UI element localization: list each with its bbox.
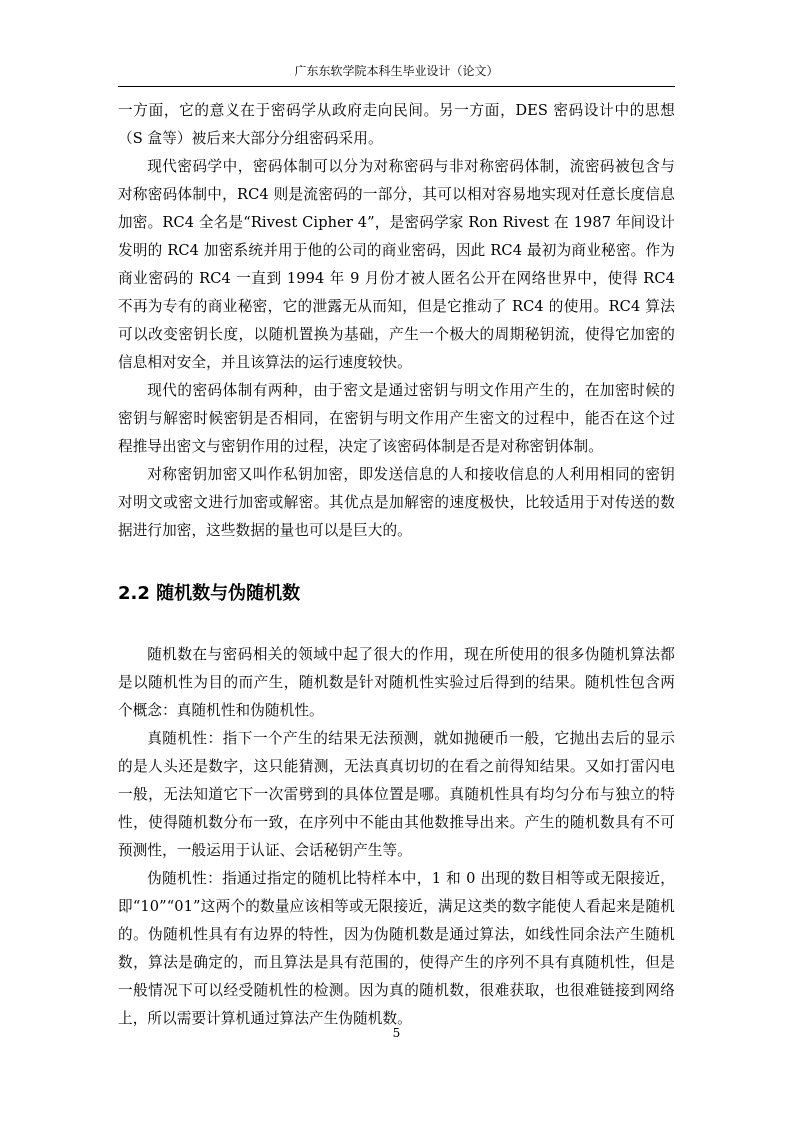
paragraph: 现代密码学中，密码体制可以分为对称密码与非对称密码体制，流密码被包含与对称密码体制中，RC4 则是流密码的一部分，其可以相对容易地实现对任意长度信息加密。RC4 全名是“Rivest Cipher 4”，是密码学家 Ron Rivest 在 1987 年间设计发明的 RC4 加密系统并用于他的公司的商业密码，因此 RC4 最初为商业秘密。作为商业密码的 RC4 一直到 1994 年 9 月份才被人匿名公开在网络世界中，使得 RC4 不再为专有的商业秘密，它的泄露无从而知，但是它推动了 RC4 的使用。RC4 算法可以改变密钥长度，以随机置换为基础，产生一个极大的周期秘钥流，使得它加密的信息相对安全，并且该算法的运行速度较快。 [118,158,675,371]
paragraph: 一方面，它的意义在于密码学从政府走向民间。另一方面，DES 密码设计中的思想（S 盒等）被后来大部分分组密码采用。 [118,102,675,147]
paragraph: 随机数在与密码相关的领域中起了很大的作用，现在所使用的很多伪随机算法都是以随机性为目的而产生，随机数是针对随机性实验过后得到的结果。随机性包含两个概念：真随机性和伪随机性。 [118,646,675,719]
page-number: 5 [392,1026,401,1040]
document-body [118,97,675,1033]
section-heading: 2.2 随机数与伪随机数 [118,583,301,604]
paragraph: 伪随机性：指通过指定的随机比特样本中，1 和 0 出现的数目相等或无限接近，即“10”“01”这两个的数量应该相等或无限接近，满足这类的数字能使人看起来是随机的。伪随机性具有有边界的特性，因为伪随机数是通过算法，如线性同余法产生随机数，算法是确定的，而且算法是具有范围的，使得产生的序列不具有真随机性，但是一般情况下可以经受随机性的检测。因为真的随机数，很难获取，也很难链接到网络上，所以需要计算机通过算法产生伪随机数。 [118,870,675,1027]
paragraph: 对称密钥加密又叫作私钥加密，即发送信息的人和接收信息的人利用相同的密钥对明文或密文进行加密或解密。其优点是加解密的速度极快，比较适用于对传送的数据进行加密，这些数据的量也可以是巨大的。 [118,466,675,539]
header-title: 广东东软学院本科生毕业设计（论文） [294,64,499,78]
paragraph: 现代的密码体制有两种，由于密文是通过密钥与明文作用产生的，在加密时候的密钥与解密时候密钥是否相同，在密钥与明文作用产生密文的过程中，能否在这个过程推导出密文与密钥作用的过程，决定了该密码体制是否是对称密钥体制。 [118,382,675,455]
page-header [118,64,675,87]
paragraph: 真随机性：指下一个产生的结果无法预测，就如抛硬币一般，它抛出去后的显示的是人头还是数字，这只能猜测，无法真真切切的在看之前得知结果。又如打雷闪电一般，无法知道它下一次雷劈到的具体位置是哪。真随机性具有均匀分布与独立的特性，使得随机数分布一致，在序列中不能由其他数推导出来。产生的随机数具有不可预测性，一般运用于认证、会话秘钥产生等。 [118,730,675,859]
